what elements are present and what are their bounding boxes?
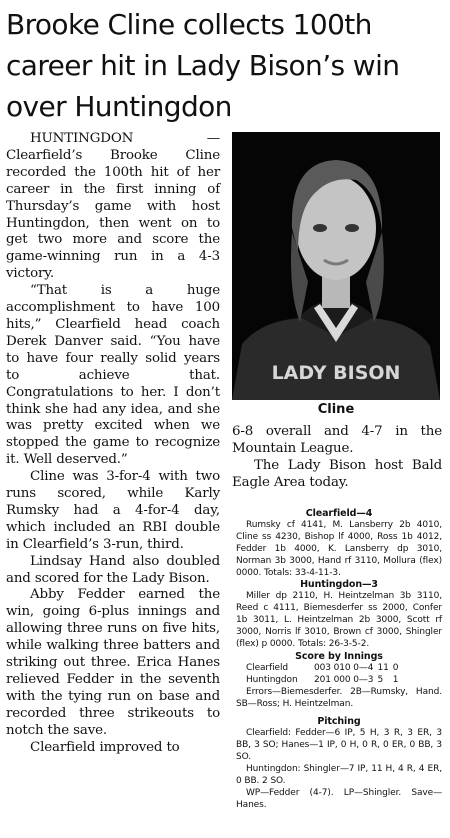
lead-paragraph — [6, 131, 220, 283]
team-cell: Huntingdon — [246, 674, 298, 685]
errors-cell: 1 — [392, 674, 399, 685]
team-cell: Clearfield — [246, 662, 288, 673]
pitching-heading: Pitching — [317, 716, 361, 728]
paragraph: Cline was 3-for-4 with two runs scored, while Karly Rumsky had a 4-for-4 day, which included an RBI double in Clearfield’s 3-run, third. — [6, 469, 220, 552]
table-row — [246, 663, 402, 675]
jersey-text: LADY BISON — [271, 362, 401, 384]
line-cell: 201 000 0—3 — [314, 674, 374, 685]
innings-table — [246, 663, 402, 687]
paragraph: 6-8 overall and 4-7 in the Mountain League. — [232, 424, 442, 456]
errors-cell: 0 — [392, 662, 399, 673]
team-heading: Huntingdon—3 — [300, 579, 378, 591]
pitching-line: Clearfield: Fedder—6 IP, 5 H, 3 R, 3 ER, 3 BB, 3 SO; Hanes—1 IP, 0 H, 0 R, 0 ER, 0 BB, 3 SO. — [236, 728, 442, 763]
lineup: Rumsky cf 4141, M. Lansberry 2b 4010, Cline ss 4230, Bishop lf 4000, Ross 1b 4012, Fedder 1b 4000, K. Lansberry dp 3010, Norman 3b 3000, Hand rf 3110, Mollura (flex) 0000. Totals: 33-4-11-3. — [236, 519, 442, 578]
hits-cell: 5 — [377, 674, 384, 685]
dateline: HUNTINGDON — — [30, 131, 220, 146]
player-portrait — [232, 132, 440, 400]
paragraph: Abby Fedder earned the win, going 6-plus innings and allowing three runs on five hits, while walking three batters and striking out three. Erica Hanes relieved Fedder in the seventh with the tying run on base and recorded three strikeouts to notch the save. — [6, 587, 220, 738]
innings-heading: Score by Innings — [295, 650, 383, 662]
article-body-right — [232, 424, 442, 492]
headline: Brooke Cline collects 100th career hit in Lady Bison’s win over Huntingdon — [6, 8, 400, 123]
lead-text: Clearfield’s Brooke Cline recorded the 100th hit of her career in the first inning of Thursday’s game with host Huntingdon, then went on to get two more and score the game-winning run in a 4-3 victory. — [6, 147, 220, 282]
paragraph: Clearfield improved to — [30, 739, 180, 755]
team-heading: Clearfield—4 — [305, 508, 373, 519]
box-score — [236, 508, 442, 812]
hits-cell: 11 — [377, 662, 389, 673]
decisions: WP—Fedder (4-7). LP—Shingler. Save—Hanes. — [236, 787, 442, 810]
paragraph: The Lady Bison host Bald Eagle Area today. — [232, 457, 442, 490]
table-row — [246, 675, 402, 687]
pitching-line: Huntingdon: Shingler—7 IP, 11 H, 4 R, 4 ER, 0 BB. 2 SO. — [236, 764, 442, 786]
paragraph: “That is a huge accomplishment to have 100 hits,” Clearfield head coach Derek Danver said. “You have to have four really solid years to achieve that. Congratulations to her. I don’t think she had any idea, and she was pretty excited when we stopped the game to recognize it. Well deserved.” — [6, 283, 220, 468]
notes: Errors—Biemesderfer. 2B—Rumsky, Hand. SB—Ross; H. Heintzelman. — [236, 686, 442, 709]
paragraph: Lindsay Hand also doubled and scored for the Lady Bison. — [6, 553, 220, 586]
lineup: Miller dp 2110, H. Heintzelman 3b 3110, Reed c 4111, Biemesderfer ss 2000, Confer 1b 3011, L. Heintzelman 2b 3000, Scott rf 3000, Norris lf 3010, Brown cf 3000, Shingler (flex) p 0000. Totals: 26-3-5-2. — [236, 591, 442, 649]
photo-caption: Cline — [317, 402, 355, 417]
article-body-left — [6, 131, 220, 757]
line-cell: 003 010 0—4 — [314, 662, 374, 673]
player-photo — [232, 132, 440, 400]
